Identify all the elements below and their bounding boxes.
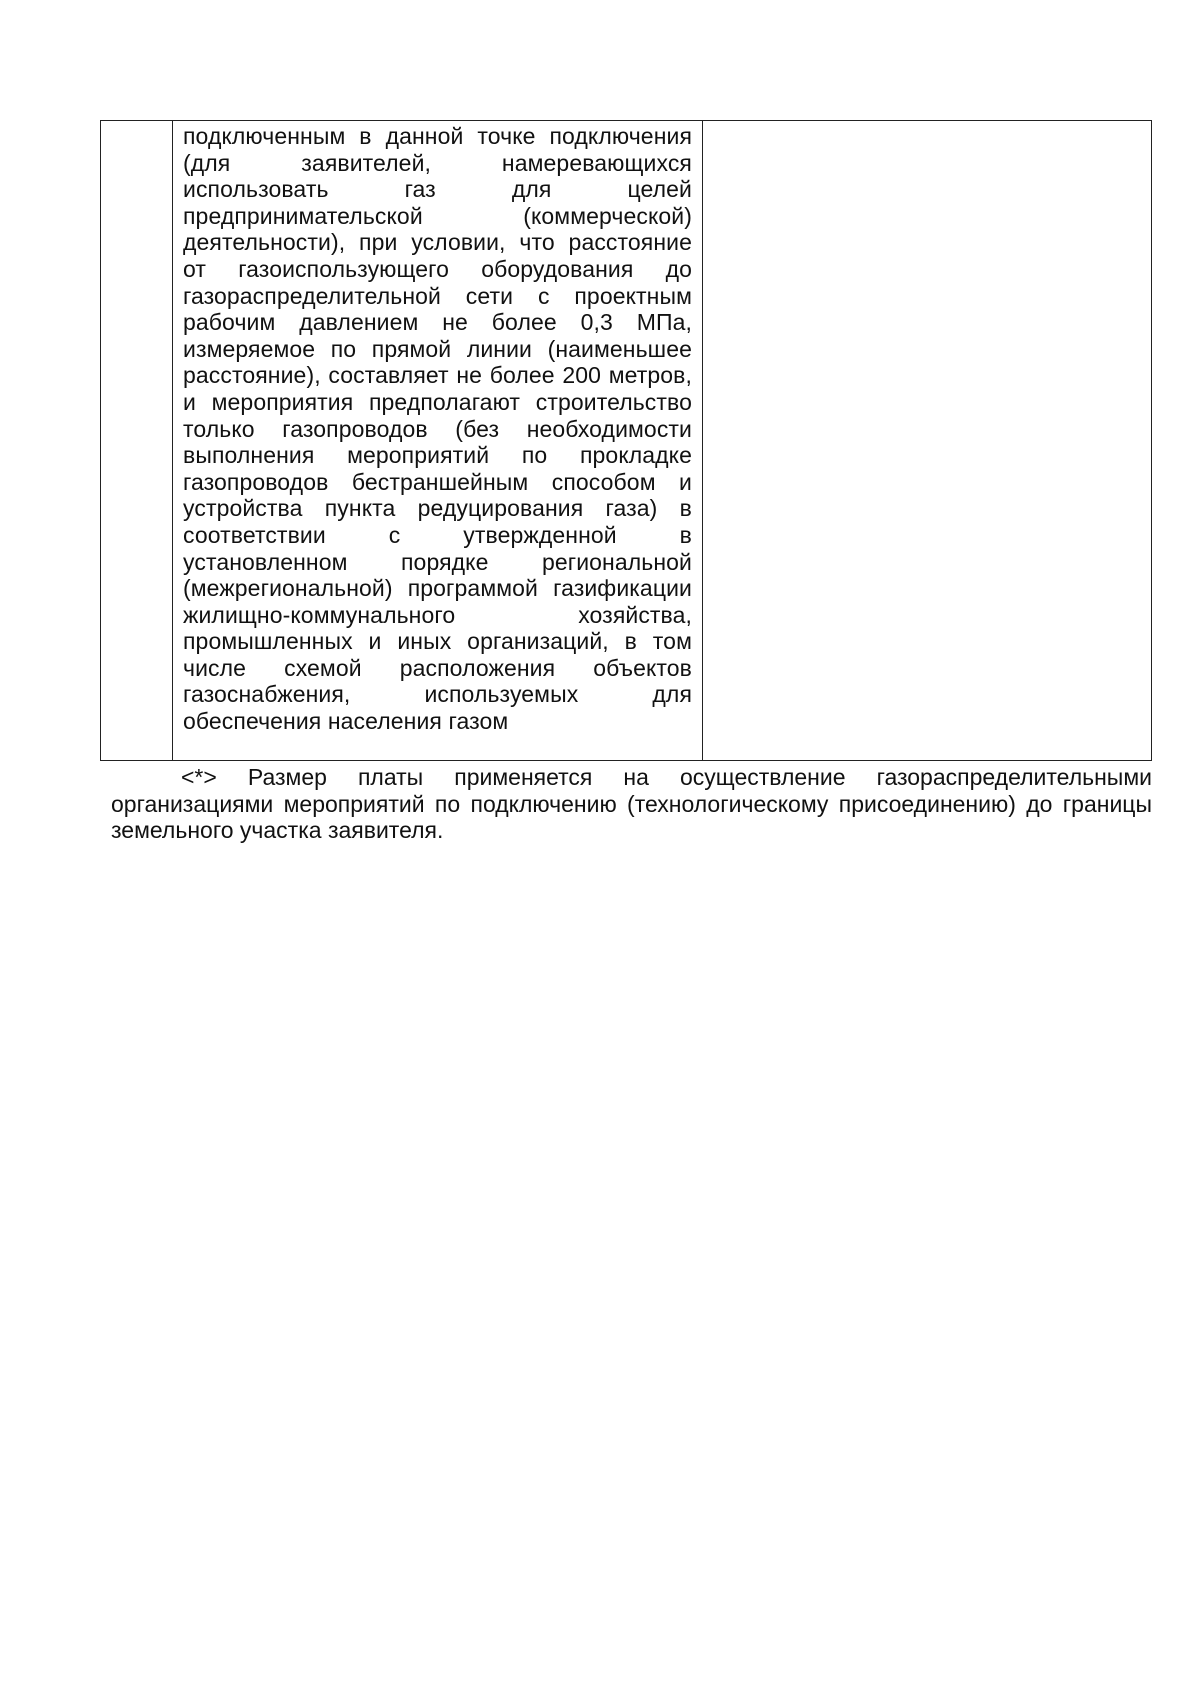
row-value-cell: [703, 121, 1152, 761]
table-row: [101, 121, 1152, 761]
row-number-cell: [101, 121, 173, 761]
footnote: <*> Размер платы применяется на осуществление газораспределительными организациями мероприятий по подключению (технологическому присоединению) до границы земельного участка заявителя.: [111, 764, 1152, 843]
row-description-cell: [173, 121, 703, 761]
tariff-table: [100, 120, 1152, 761]
row-description: подключенным в данной точке подключения (для заявителей, намеревающихся использовать газ для целей предпринимательской (коммерческой) деятельности), при условии, что расстояние от газоиспользующего оборудования до газораспределительной сети с проектным рабочим давлением не более 0,3 МПа, измеряемое по прямой линии (наименьшее расстояние), составляет не более 200 метров, и мероприятия предполагают строительство только газопроводов (без необходимости выполнения мероприятий по прокладке газопроводов бестраншейным способом и устройства пункта редуцирования газа) в соответствии с утвержденной в установленном порядке региональной (межрегиональной) программой газификации жилищно-коммунального хозяйства, промышленных и иных организаций, в том числе схемой расположения объектов газоснабжения, используемых для обеспечения населения газом: [183, 123, 692, 735]
